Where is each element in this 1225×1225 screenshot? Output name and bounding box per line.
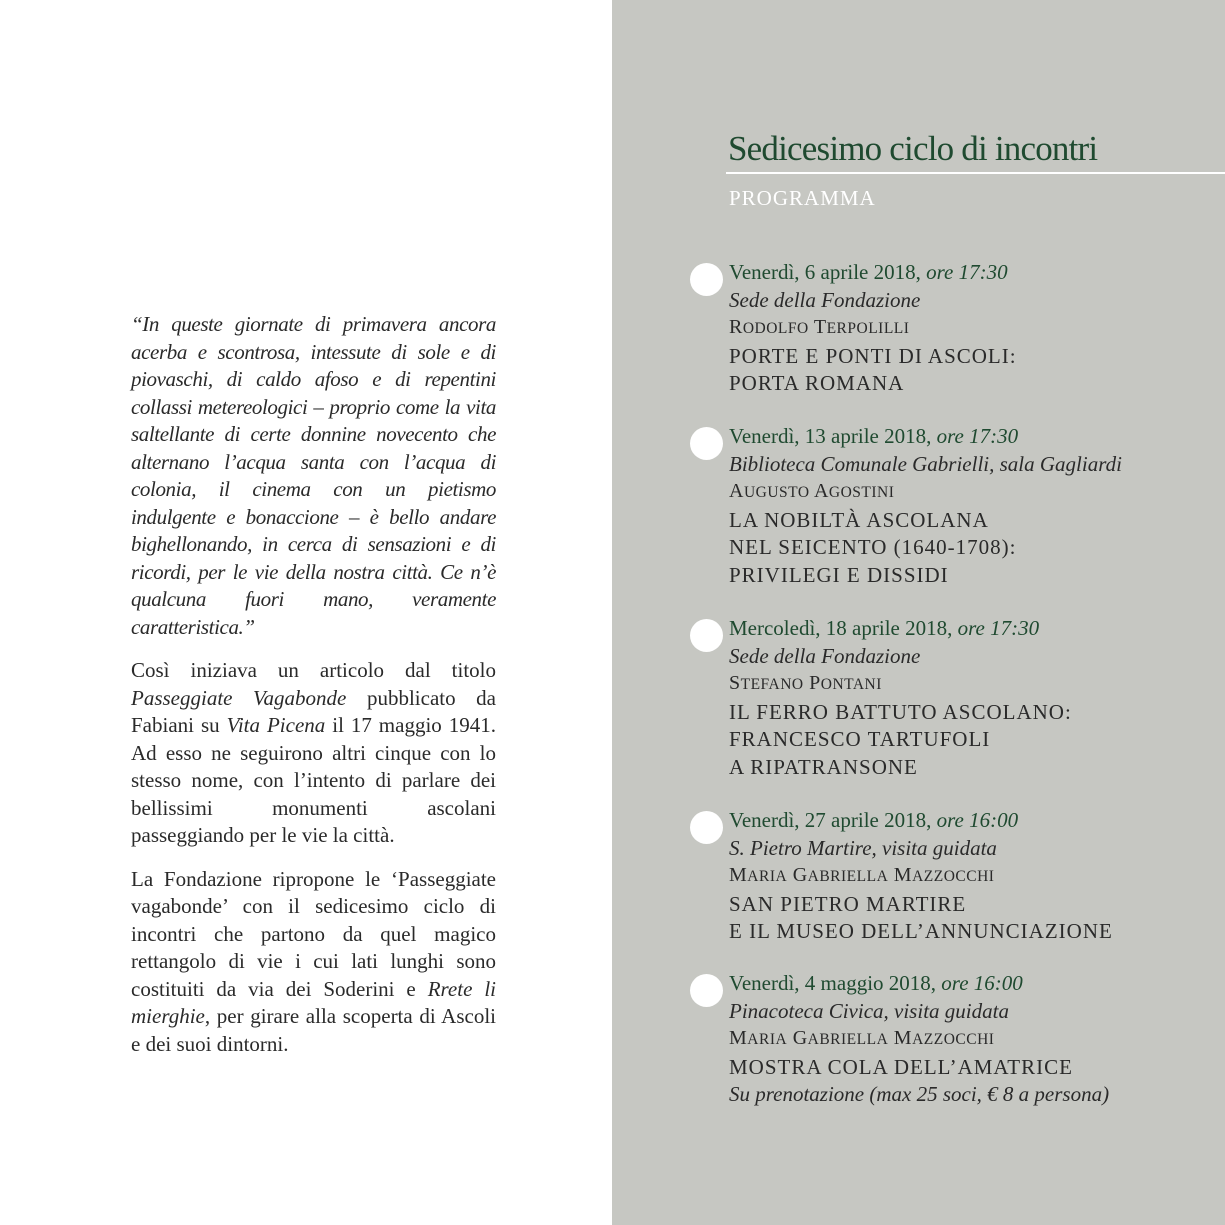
speaker-smallcaps: ABRIELLA: [807, 1031, 889, 1048]
speaker-smallcaps: AZZOCCHI: [912, 868, 995, 885]
speaker-smallcaps: ARIA: [747, 1031, 788, 1048]
speaker-initial: A: [813, 480, 829, 502]
speaker-initial: P: [809, 672, 821, 694]
event-title-line: A RIPATRANSONE: [729, 754, 918, 779]
event-date-text: Venerdì, 13 aprile 2018,: [729, 424, 937, 448]
event-speaker: [729, 862, 1219, 891]
event-speaker: [729, 1025, 1219, 1054]
text-run: Così iniziava un articolo dal titolo: [131, 658, 496, 682]
event-title-line: PORTE E PONTI DI ASCOLI:: [729, 343, 1017, 368]
event-venue: Pinacoteca Civica, visita guidata: [729, 998, 1009, 1023]
speaker-smallcaps: GOSTINI: [828, 484, 895, 501]
event-venue: Biblioteca Comunale Gabrielli, sala Gagliardi: [729, 451, 1122, 476]
event-time: ore 17:30: [957, 616, 1040, 640]
speaker-initial: S: [729, 672, 741, 694]
speaker-initial: G: [792, 864, 808, 886]
event-date: [729, 423, 1219, 451]
event-venue: Sede della Fondazione: [729, 643, 921, 668]
bullet-circle-icon: [690, 811, 723, 844]
event-title-line: LA NOBILTÀ ASCOLANA: [729, 507, 989, 532]
event-time: ore 17:30: [936, 424, 1019, 448]
speaker-smallcaps: AZZOCCHI: [912, 1031, 995, 1048]
event-title-line: NEL SEICENTO (1640-1708):: [729, 535, 1017, 559]
speaker-initial: M: [729, 864, 748, 886]
bullet-circle-icon: [690, 619, 723, 652]
speaker-smallcaps: UGUSTO: [743, 484, 810, 501]
event-title-line: SAN PIETRO MARTIRE: [729, 891, 967, 916]
event-speaker: [729, 314, 1219, 343]
event-time: ore 16:00: [941, 971, 1023, 995]
program-heading: Sedicesimo ciclo di incontri: [728, 129, 1098, 168]
text-run: pubblicato da Fabiani su: [131, 685, 497, 737]
intro-quote: “In queste giornate di primavera ancora acerba e scontrosa, intessute di sole e di piovaschi, di caldo afoso e di repentini collassi metereologici – proprio come la vita saltellante di certe donnine novecento che alternano l’acqua santa con l’acqua di colonia, il cinema con un pietismo indulgente e bonaccione – è bello andare bighellonando, in cerca di sensazioni e di ricordi, per le vie della nostra città. Ce n’è qualcuna fuori mano, veramente caratteristica.”: [131, 312, 496, 639]
event-entry: [729, 970, 1219, 1109]
speaker-smallcaps: ODOLFO: [742, 320, 809, 337]
program-subheading: PROGRAMMA: [729, 186, 876, 210]
italic-title: Passeggiate Vagabonde: [131, 685, 347, 710]
italic-title: Rrete li mierghie: [131, 976, 496, 1028]
speaker-smallcaps: ERPOLILLI: [826, 320, 910, 337]
event-entry: [729, 615, 1219, 781]
bullet-circle-icon: [690, 974, 723, 1007]
event-time: ore 16:00: [936, 808, 1019, 832]
event-date: [729, 807, 1219, 835]
text-run: , per girare alla scoperta di Ascoli e dei suoi dintorni.: [131, 1004, 496, 1056]
event-title-line: IL FERRO BATTUTO ASCOLANO:: [729, 699, 1072, 724]
event-date: [729, 615, 1219, 643]
event-speaker: [729, 670, 1219, 699]
event-title-line: PRIVILEGI E DISSIDI: [729, 562, 949, 587]
event-venue: S. Pietro Martire, visita guidata: [729, 835, 997, 860]
speaker-initial: M: [893, 1027, 913, 1049]
event-note: Su prenotazione (max 25 soci, € 8 a persona): [729, 1082, 1110, 1106]
event-date-text: Mercoledì, 18 aprile 2018,: [729, 616, 958, 640]
event-entry: [729, 807, 1219, 946]
speaker-smallcaps: ABRIELLA: [807, 868, 889, 885]
event-entry: [729, 259, 1219, 398]
event-date-text: Venerdì, 6 aprile 2018,: [729, 260, 927, 284]
bullet-circle-icon: [690, 263, 723, 296]
event-date: [729, 970, 1219, 998]
event-date-text: Venerdì, 4 maggio 2018,: [729, 971, 942, 995]
text-run: La Fondazione ripropone le ‘Passeggiate vagabonde’ con il sedicesimo ciclo di incontri che partono da quel magico rettangolo di vie i cui lati lunghi sono costituiti da via dei Soderini e: [131, 866, 496, 1001]
event-venue: Sede della Fondazione: [729, 287, 921, 312]
text-run: il 17 maggio 1941. Ad esso ne seguirono altri cinque con lo stesso nome, con l’intento di parlare dei bellissimi monumenti ascolani passeggiando per le vie la città.: [131, 713, 496, 847]
event-date-text: Venerdì, 27 aprile 2018,: [729, 808, 937, 832]
event-time: ore 17:30: [926, 260, 1008, 284]
speaker-smallcaps: ARIA: [747, 868, 788, 885]
speaker-initial: M: [729, 1027, 748, 1049]
speaker-initial: M: [893, 864, 913, 886]
event-speaker: [729, 478, 1219, 507]
italic-title: Vita Picena: [226, 713, 326, 737]
event-title-line: PORTA ROMANA: [729, 371, 905, 395]
event-entry: [729, 423, 1219, 589]
bullet-circle-icon: [690, 427, 723, 460]
event-title-line: FRANCESCO TARTUFOLI: [729, 727, 991, 751]
speaker-initial: G: [792, 1027, 808, 1049]
event-date: [729, 259, 1219, 287]
speaker-initial: A: [729, 480, 744, 502]
speaker-initial: T: [813, 316, 827, 338]
event-title-line: MOSTRA COLA DELL’AMATRICE: [729, 1054, 1073, 1079]
event-title-line: E IL MUSEO DELL’ANNUNCIAZIONE: [729, 919, 1113, 943]
speaker-smallcaps: TEFANO: [740, 676, 804, 693]
speaker-smallcaps: ONTANI: [820, 676, 882, 693]
speaker-initial: R: [729, 316, 743, 338]
